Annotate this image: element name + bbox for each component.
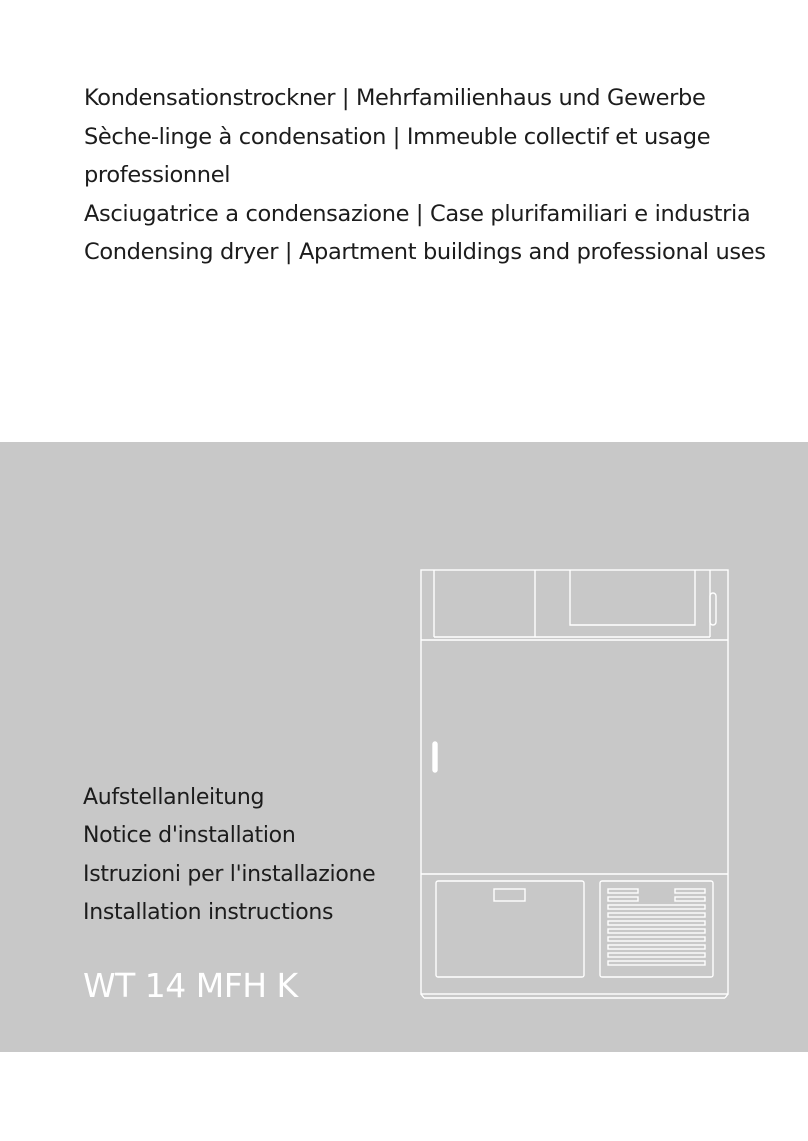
document-type-list (83, 779, 375, 932)
product-title-block (84, 79, 784, 272)
title-line-english: Condensing dryer | Apartment buildings and professional uses (84, 239, 766, 265)
grille-slats (608, 889, 705, 965)
lint-drawer (436, 881, 584, 977)
title-line-french-continued: professionnel (84, 162, 231, 188)
doc-type-english: Installation instructions (83, 899, 334, 925)
title-line-german: Kondensationstrockner | Mehrfamilienhaus und Gewerbe (84, 85, 706, 111)
doc-type-french: Notice d'installation (83, 823, 296, 849)
doc-type-german: Aufstellanleitung (83, 785, 265, 810)
dryer-illustration (418, 567, 732, 1001)
dryer-line-drawing (418, 567, 732, 1001)
doc-type-italian: Istruzioni per l'installazione (83, 861, 376, 887)
knob-slot (710, 593, 716, 625)
display-window (570, 570, 695, 625)
lint-drawer-grip (494, 889, 525, 901)
model-designation: WT 14 MFH K (83, 966, 298, 1005)
dryer-cabinet (421, 570, 728, 994)
title-line-italian: Asciugatrice a condensazione | Case plurifamiliari e industria (84, 200, 751, 227)
title-line-french: Sèche-linge à condensation | Immeuble collectif et usage (84, 123, 711, 150)
door-handle (433, 742, 437, 772)
